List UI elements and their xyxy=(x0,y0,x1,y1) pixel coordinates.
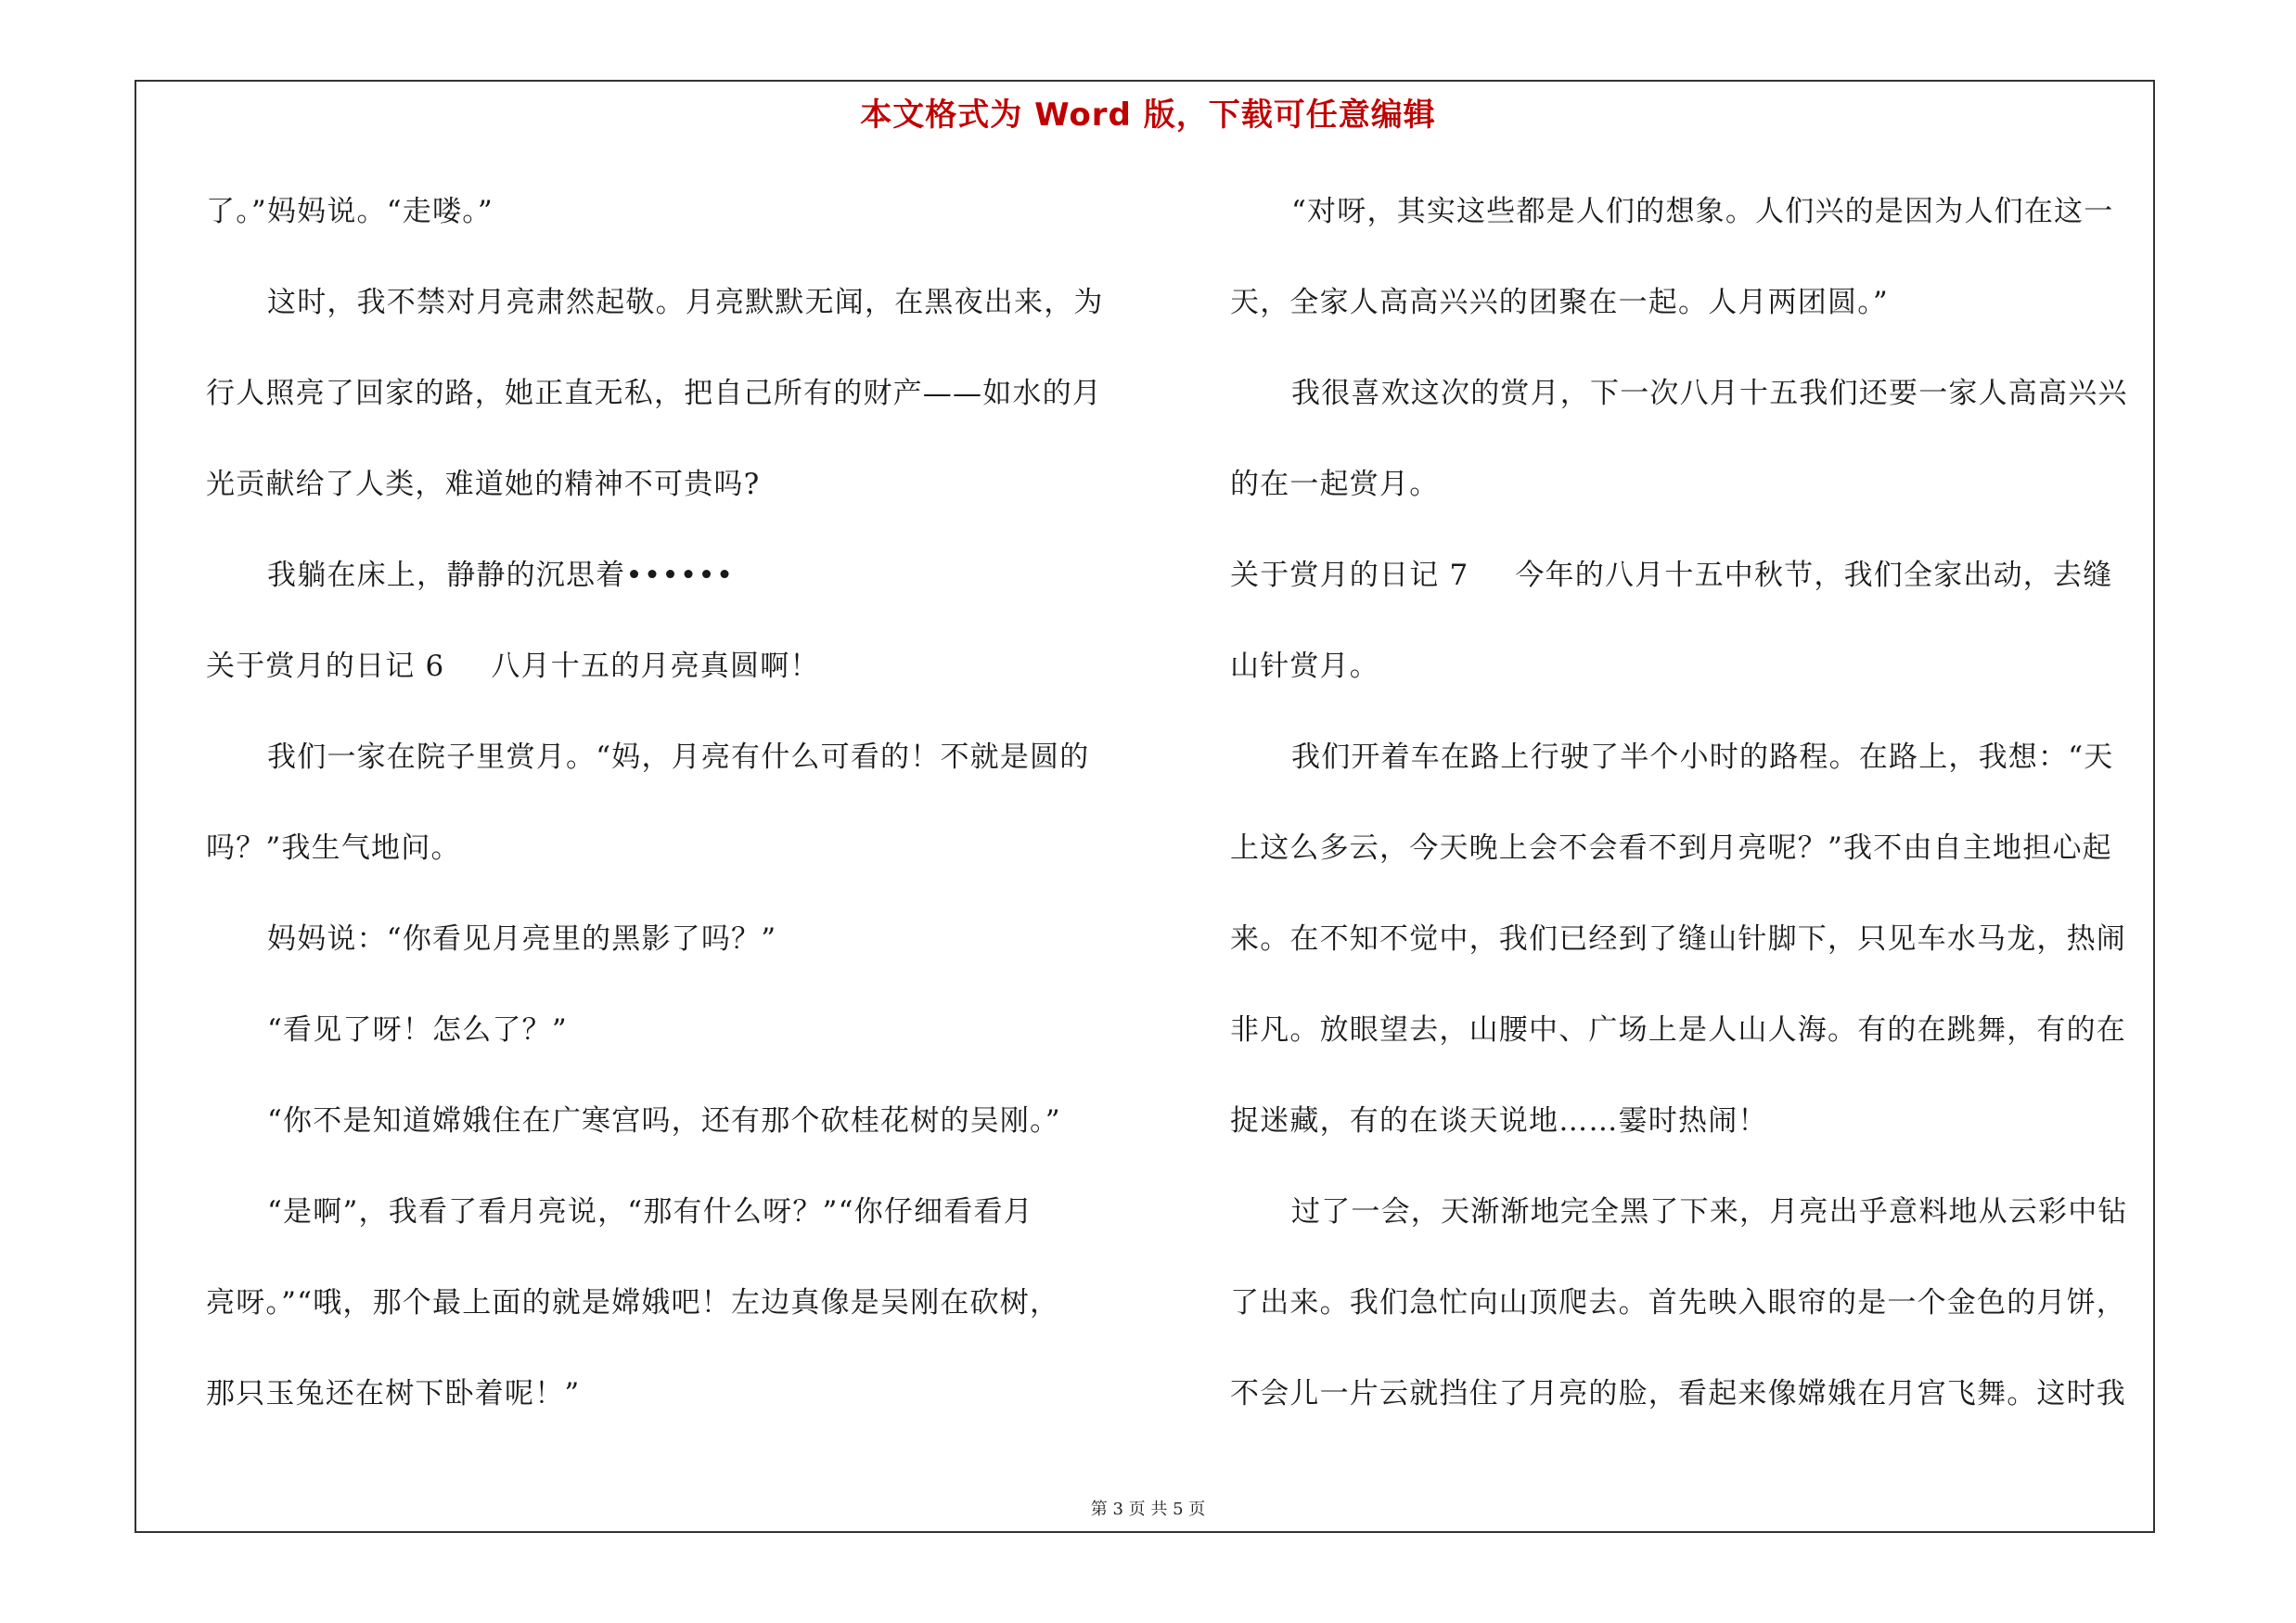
diary-heading: 关于赏月的日记 6 xyxy=(206,650,445,683)
line-text: 了出来。我们急忙向山顶爬去。首先映入眼帘的是一个金色的月饼， xyxy=(1230,1286,2126,1320)
text-line xyxy=(206,1002,1134,1093)
line-text: 我很喜欢这次的赏月，下一次八月十五我们还要一家人高高兴兴 xyxy=(1291,377,2128,410)
line-text: 捉迷藏，有的在谈天说地……霎时热闹！ xyxy=(1230,1104,1768,1138)
text-line xyxy=(206,820,1134,911)
text-line xyxy=(206,366,1134,457)
line-text: 我躺在床上，静静的沉思着•••••• xyxy=(267,559,735,592)
text-line xyxy=(1230,1093,2158,1184)
line-text: 吗？”我生气地问。 xyxy=(206,831,461,865)
line-text: “你不是知道嫦娥住在广寒宫吗，还有那个砍桂花树的吴刚。” xyxy=(267,1104,1061,1138)
line-text: “对呀，其实这些都是人们的想象。人们兴的是因为人们在这一 xyxy=(1291,195,2114,228)
text-line xyxy=(206,911,1134,1002)
text-line xyxy=(206,1184,1134,1275)
text-line xyxy=(1230,184,2158,275)
diary-heading: 关于赏月的日记 7 xyxy=(1230,559,1469,592)
text-line xyxy=(1230,275,2158,366)
line-text: “看见了呀！怎么了？” xyxy=(267,1013,568,1047)
text-line xyxy=(206,457,1134,547)
text-line xyxy=(1230,820,2158,911)
line-text: 亮呀。”“哦，那个最上面的就是嫦娥吧！左边真像是吴刚在砍树， xyxy=(206,1286,1060,1320)
text-line xyxy=(1230,638,2158,729)
text-line xyxy=(206,1093,1134,1184)
left-column xyxy=(206,184,1134,1457)
text-line xyxy=(1230,1275,2158,1366)
text-line xyxy=(1230,547,2158,638)
line-text: 行人照亮了回家的路，她正直无私，把自己所有的财产——如水的月 xyxy=(206,377,1102,410)
text-line xyxy=(206,547,1134,638)
line-text: 山针赏月。 xyxy=(1230,650,1379,683)
line-text: 了。”妈妈说。“走喽。” xyxy=(206,195,494,228)
text-line xyxy=(1230,1366,2158,1457)
text-line xyxy=(206,638,1134,729)
text-line xyxy=(1230,911,2158,1002)
text-line xyxy=(206,275,1134,366)
text-line xyxy=(206,184,1134,275)
right-column xyxy=(1230,184,2158,1457)
line-text: 妈妈说：“你看见月亮里的黑影了吗？” xyxy=(267,922,777,956)
line-text: 天，全家人高高兴兴的团聚在一起。人月两团圆。” xyxy=(1230,286,1889,319)
text-line xyxy=(1230,366,2158,457)
document-banner: 本文格式为 Word 版，下载可任意编辑 xyxy=(860,97,1436,134)
line-text: “是啊”，我看了看月亮说，“那有什么呀？”“你仔细看看月 xyxy=(267,1195,1033,1229)
line-text: 上这么多云，今天晚上会不会看不到月亮呢？”我不由自主地担心起 xyxy=(1230,831,2112,865)
text-line xyxy=(206,729,1134,820)
line-text: 来。在不知不觉中，我们已经到了缝山针脚下，只见车水马龙，热闹 xyxy=(1230,922,2126,956)
text-line xyxy=(1230,1184,2158,1275)
text-line xyxy=(1230,457,2158,547)
line-text: 非凡。放眼望去，山腰中、广场上是人山人海。有的在跳舞，有的在 xyxy=(1230,1013,2126,1047)
line-text: 不会儿一片云就挡住了月亮的脸，看起来像嫦娥在月宫飞舞。这时我 xyxy=(1230,1377,2126,1410)
line-text: 那只玉兔还在树下卧着呢！” xyxy=(206,1377,581,1410)
line-text: 我们开着车在路上行驶了半个小时的路程。在路上，我想：“天 xyxy=(1291,741,2114,774)
line-text: 今年的八月十五中秋节，我们全家出动，去缝 xyxy=(1515,559,2113,592)
text-line xyxy=(1230,729,2158,820)
line-text: 过了一会，天渐渐地完全黑了下来，月亮出乎意料地从云彩中钻 xyxy=(1291,1195,2128,1229)
line-text: 我们一家在院子里赏月。“妈，月亮有什么可看的！不就是圆的 xyxy=(267,741,1090,774)
text-line xyxy=(1230,1002,2158,1093)
text-line xyxy=(206,1275,1134,1366)
page-footer: 第 3 页 共 5 页 xyxy=(1090,1500,1206,1519)
line-text: 这时，我不禁对月亮肃然起敬。月亮默默无闻，在黑夜出来，为 xyxy=(267,286,1104,319)
text-line xyxy=(206,1366,1134,1457)
line-text: 八月十五的月亮真圆啊！ xyxy=(491,650,820,683)
line-text: 光贡献给了人类，难道她的精神不可贵吗? xyxy=(206,468,761,501)
line-text: 的在一起赏月。 xyxy=(1230,468,1440,501)
